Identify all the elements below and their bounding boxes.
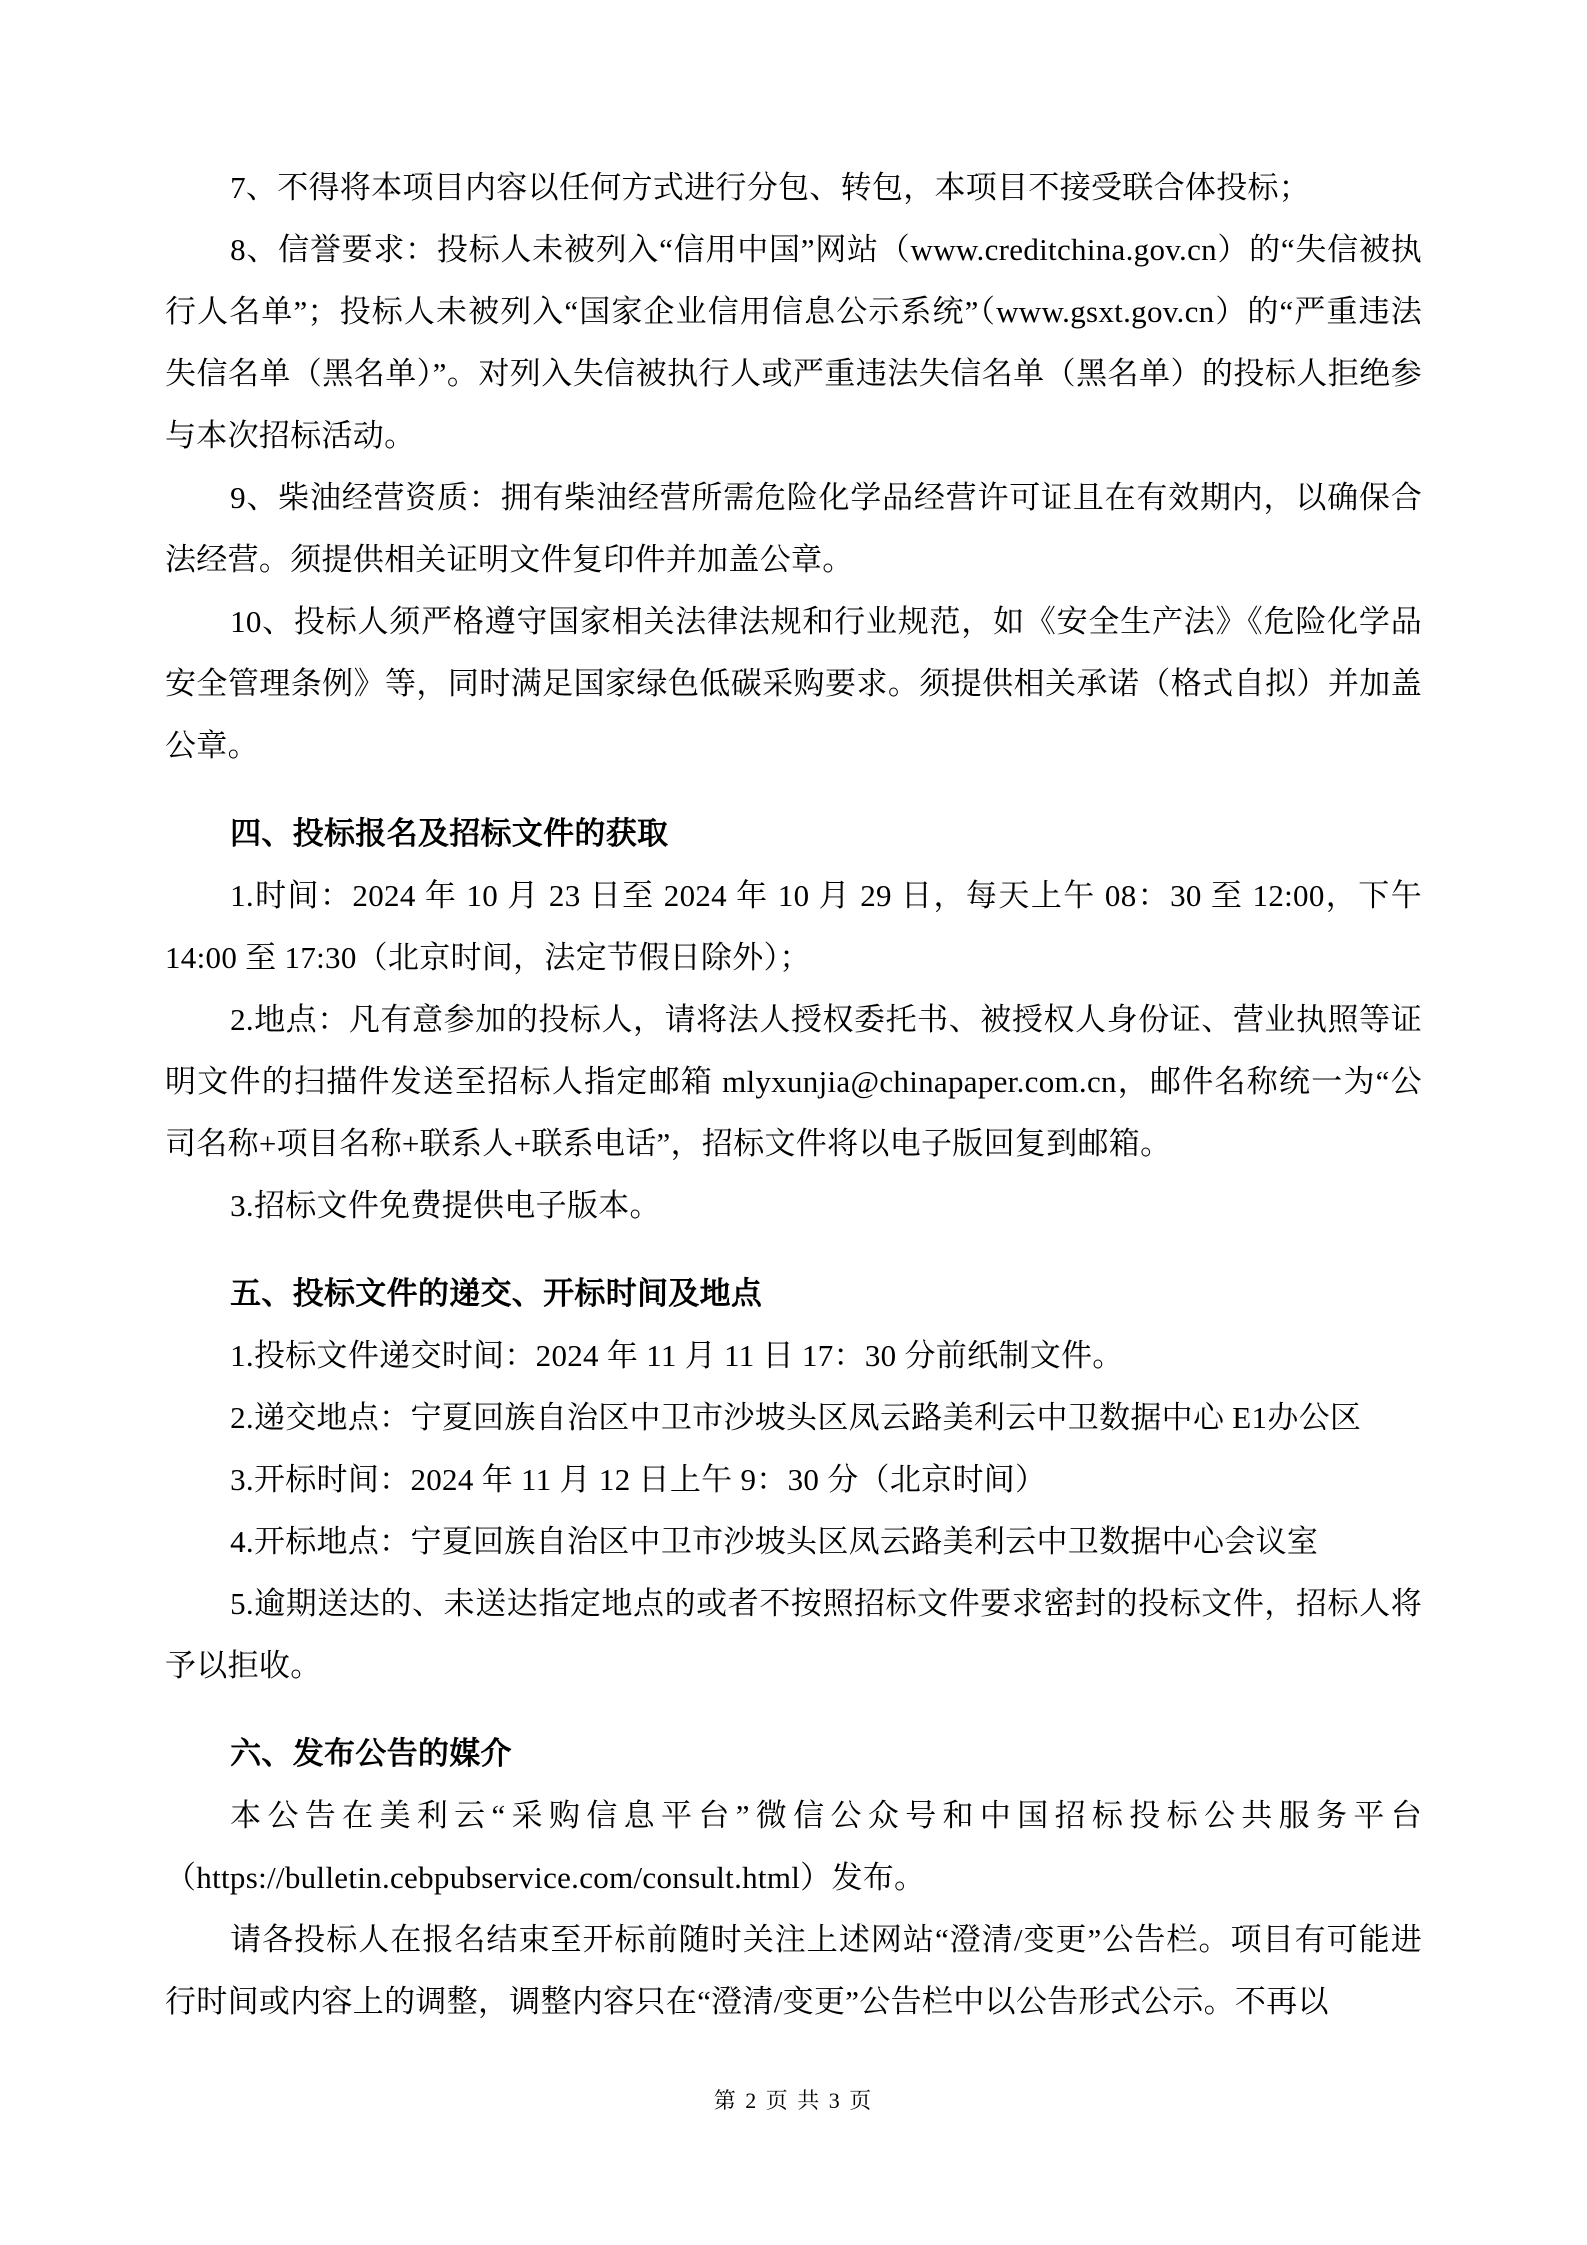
para-registration-time: 1.时间：2024 年 10 月 23 日至 2024 年 10 月 29 日，每天上午 08：30 至 12:00，下午 14:00 至 17:30（北京时间，法定节假日除外）； <box>165 878 1422 975</box>
para-late-submission-rejection: 5.逾期送达的、未送达指定地点的或者不按照招标文件要求密封的投标文件，招标人将予以拒收。 <box>165 1586 1422 1683</box>
para-opening-place: 4.开标地点：宁夏回族自治区中卫市沙坡头区凤云路美利云中卫数据中心会议室 <box>230 1524 1319 1559</box>
para-announcement-platforms: 本公告在美利云“采购信息平台”微信公众号和中国招标投标公共服务平台（https://bulletin.cebpubservice.com/consult.html）发布。 <box>165 1798 1422 1895</box>
clause-8-credit-requirement: 8、信誉要求：投标人未被列入“信用中国”网站（www.creditchina.gov.cn）的“失信被执行人名单”；投标人未被列入“国家企业信用信息公示系统”（www.gsxt.gov.cn）的“严重违法失信名单（黑名单）”。对列入失信被执行人或严重违法失信名单（黑名单）的投标人拒绝参与本次招标活动。 <box>165 232 1422 453</box>
section-heading-submission-opening: 五、投标文件的递交、开标时间及地点 <box>230 1276 763 1311</box>
para-opening-time: 3.开标时间：2024 年 11 月 12 日上午 9：30 分（北京时间） <box>230 1462 1047 1497</box>
section-heading-bid-registration: 四、投标报名及招标文件的获取 <box>230 816 669 851</box>
section-heading-announcement-media: 六、发布公告的媒介 <box>230 1736 512 1771</box>
para-registration-location-email: 2.地点：凡有意参加的投标人，请将法人授权委托书、被授权人身份证、营业执照等证明文件的扫描件发送至招标人指定邮箱 mlyxunjia@chinapaper.com.cn，邮件名称统一为“公司名称+项目名称+联系人+联系电话”，招标文件将以电子版回复到邮箱。 <box>165 1002 1422 1161</box>
clause-9-diesel-qualification: 9、柴油经营资质：拥有柴油经营所需危险化学品经营许可证且在有效期内，以确保合法经营。须提供相关证明文件复印件并加盖公章。 <box>165 480 1422 577</box>
clause-7-no-subcontracting: 7、不得将本项目内容以任何方式进行分包、转包，本项目不接受联合体投标； <box>230 170 1311 205</box>
page-number-indicator: 第 2 页 共 3 页 <box>713 2088 874 2113</box>
document-body <box>165 157 1422 2033</box>
para-submission-deadline: 1.投标文件递交时间：2024 年 11 月 11 日 17：30 分前纸制文件。 <box>230 1338 1124 1373</box>
para-submission-place: 2.递交地点：宁夏回族自治区中卫市沙坡头区凤云路美利云中卫数据中心 E1办公区 <box>230 1400 1362 1435</box>
clause-10-legal-compliance: 10、投标人须严格遵守国家相关法律法规和行业规范，如《安全生产法》《危险化学品安全管理条例》等，同时满足国家绿色低碳采购要求。须提供相关承诺（格式自拟）并加盖公章。 <box>165 604 1422 763</box>
para-free-digital-documents: 3.招标文件免费提供电子版本。 <box>230 1188 661 1223</box>
para-clarification-notice: 请各投标人在报名结束至开标前随时关注上述网站“澄清/变更”公告栏。项目有可能进行时间或内容上的调整，调整内容只在“澄清/变更”公告栏中以公告形式公示。不再以 <box>165 1922 1422 2019</box>
